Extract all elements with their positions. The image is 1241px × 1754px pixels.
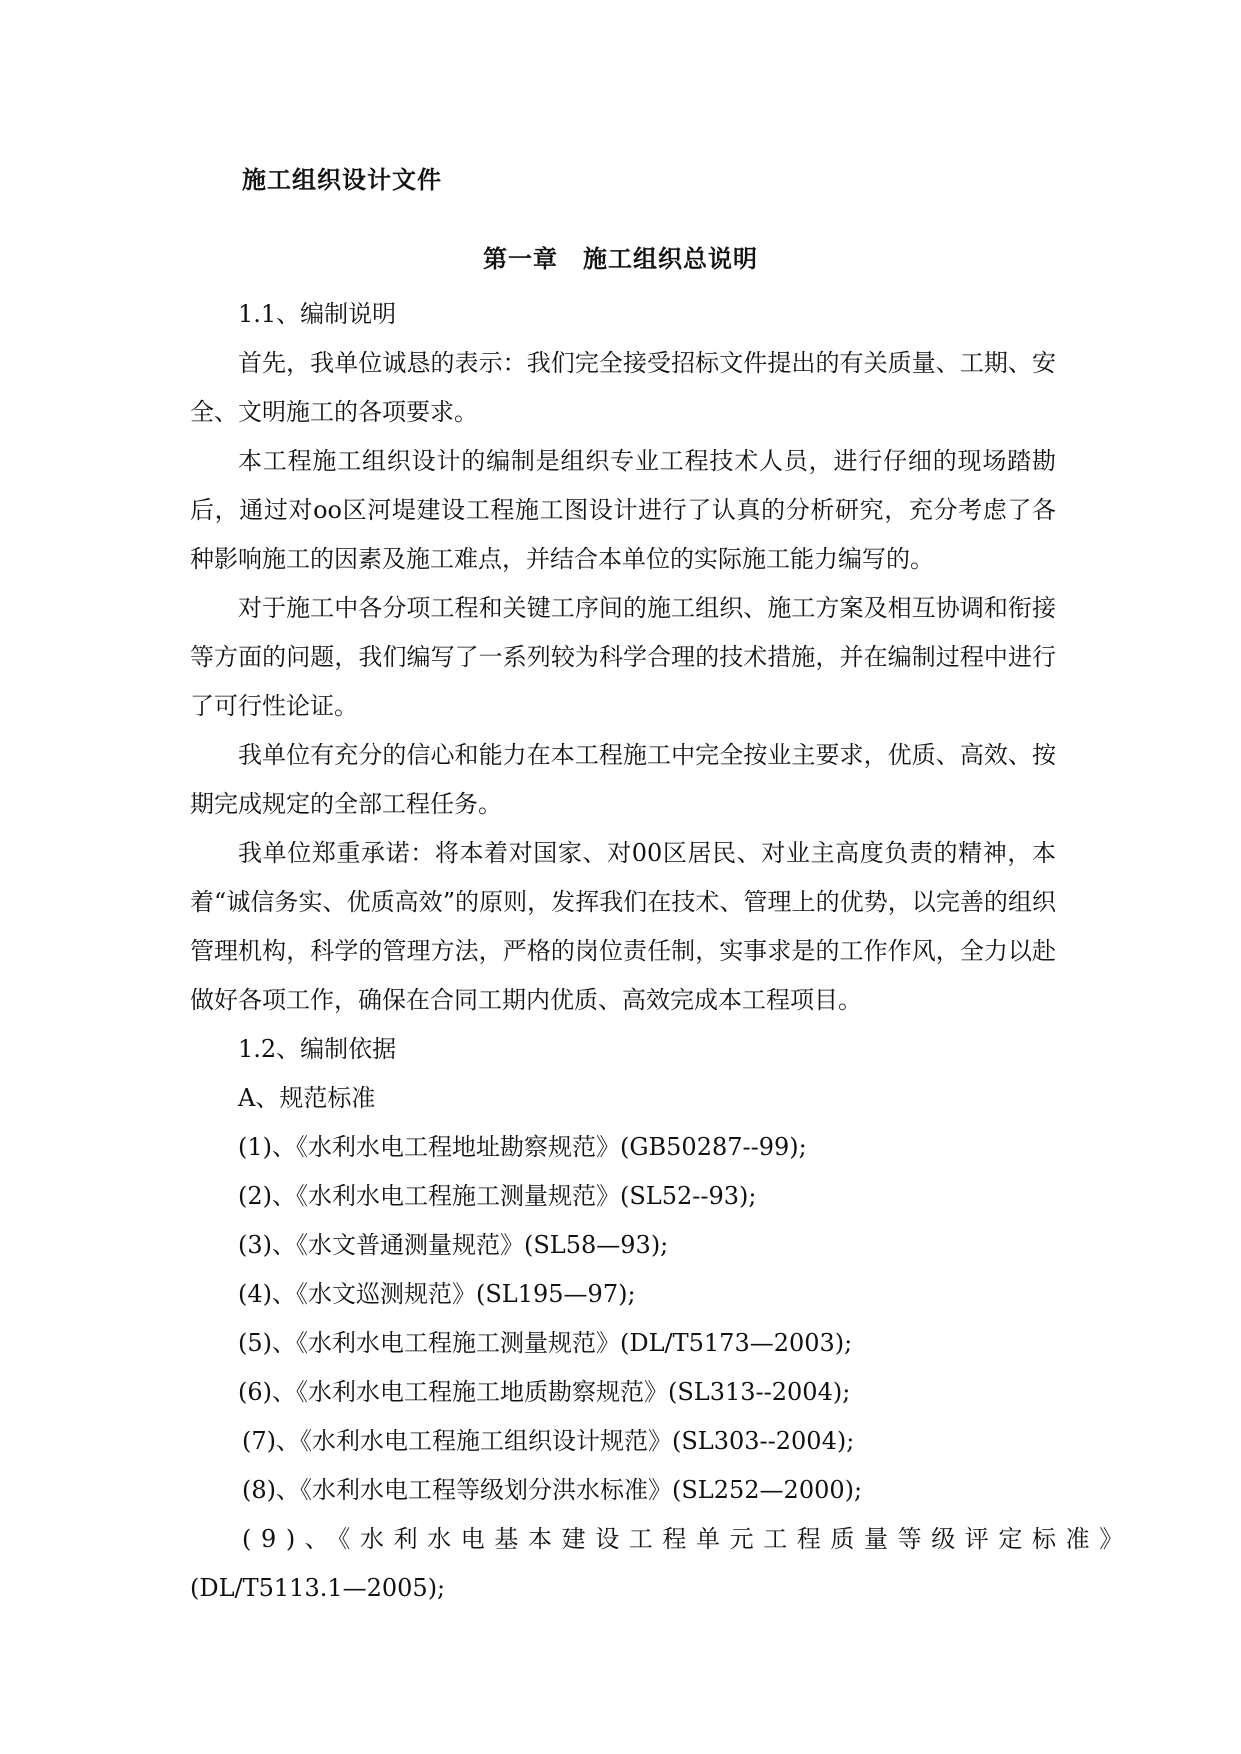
- standard-item-continuation: (DL/T5113.1—2005);: [190, 1574, 446, 1602]
- paragraph: 我单位郑重承诺：将本着对国家、对00区居民、对业主高度负责的精神，本着“诚信务实、优质高效”的原则，发挥我们在技术、管理上的优势，以完善的组织管理机构，科学的管理方法，严格的岗位责任制，实事求是的工作作风，全力以赴做好各项工作，确保在合同工期内优质、高效完成本工程项目。: [190, 839, 1056, 1014]
- standard-item: (5)、《水利水电工程施工测量规范》(DL/T5173—2003);: [238, 1329, 853, 1357]
- paragraph: 我单位有充分的信心和能力在本工程施工中完全按业主要求，优质、高效、按期完成规定的全部工程任务。: [190, 741, 1056, 818]
- subsection-heading: A、规范标准: [238, 1084, 376, 1112]
- document-title: 施工组织设计文件: [242, 165, 442, 194]
- standard-item: (7)、《水利水电工程施工组织设计规范》(SL303--2004);: [242, 1427, 855, 1455]
- paragraph: 本工程施工组织设计的编制是组织专业工程技术人员，进行仔细的现场踏勘后，通过对oo区河堤建设工程施工图设计进行了认真的分析研究，充分考虑了各种影响施工的因素及施工难点，并结合本单位的实际施工能力编写的。: [190, 447, 1056, 573]
- document-body: [190, 290, 1133, 1613]
- standard-item: (6)、《水利水电工程施工地质勘察规范》(SL313--2004);: [238, 1378, 851, 1406]
- chapter-title: 第一章 施工组织总说明: [483, 244, 758, 273]
- section-heading: 1.1、编制说明: [238, 300, 397, 328]
- standard-item: (8)、《水利水电工程等级划分洪水标准》(SL252—2000);: [242, 1476, 863, 1504]
- standard-item: (2)、《水利水电工程施工测量规范》(SL52--93);: [238, 1182, 757, 1210]
- paragraph: 首先，我单位诚恳的表示：我们完全接受招标文件提出的有关质量、工期、安全、文明施工的各项要求。: [190, 349, 1056, 426]
- standard-item: (3)、《水文普通测量规范》(SL58—93);: [238, 1231, 669, 1259]
- standard-item: (1)、《水利水电工程地址勘察规范》(GB50287--99);: [238, 1133, 807, 1161]
- paragraph: 对于施工中各分项工程和关键工序间的施工组织、施工方案及相互协调和衔接等方面的问题，我们编写了一系列较为科学合理的技术措施，并在编制过程中进行了可行性论证。: [190, 594, 1056, 720]
- standard-item: (4)、《水文巡测规范》(SL195—97);: [238, 1280, 636, 1308]
- standard-item: (9)、《水利水电基本建设工程单元工程质量等级评定标准》: [242, 1525, 1133, 1553]
- section-heading: 1.2、编制依据: [238, 1035, 397, 1063]
